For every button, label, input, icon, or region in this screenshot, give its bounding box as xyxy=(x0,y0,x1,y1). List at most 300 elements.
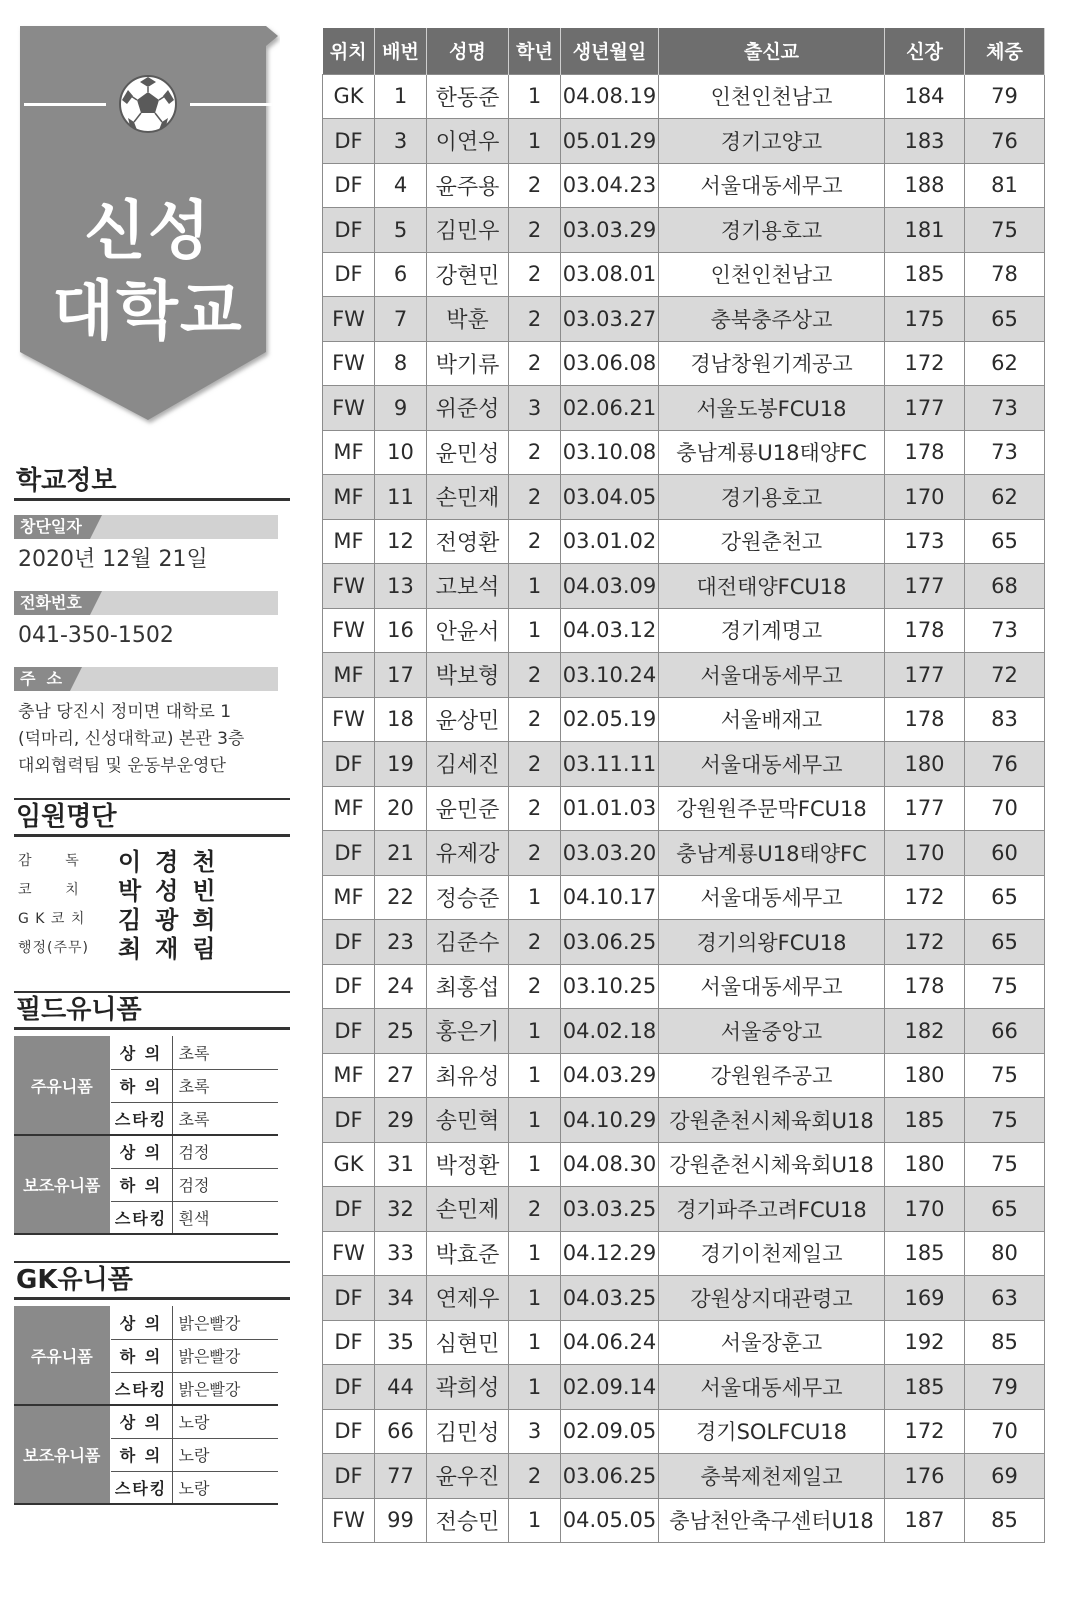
grade-cell: 2 xyxy=(509,1454,561,1499)
grade-cell: 1 xyxy=(509,1053,561,1098)
name-cell: 안윤서 xyxy=(427,608,509,653)
position-cell: DF xyxy=(323,1009,375,1054)
height-cell: 180 xyxy=(885,1142,965,1187)
sub-socks-color: 흰색 xyxy=(172,1201,278,1234)
bottom-label: 하 의 xyxy=(110,1069,172,1102)
number-cell: 21 xyxy=(375,831,427,876)
phone-tag xyxy=(14,591,278,615)
position-cell: DF xyxy=(323,1365,375,1410)
height-cell: 170 xyxy=(885,1187,965,1232)
player-row xyxy=(323,1276,1045,1321)
height-cell: 192 xyxy=(885,1320,965,1365)
position-cell: FW xyxy=(323,341,375,386)
player-row xyxy=(323,564,1045,609)
height-cell: 187 xyxy=(885,1498,965,1543)
name-cell: 전영환 xyxy=(427,519,509,564)
number-cell: 23 xyxy=(375,920,427,965)
name-cell: 김준수 xyxy=(427,920,509,965)
weight-cell: 75 xyxy=(965,1053,1045,1098)
name-cell: 김세진 xyxy=(427,742,509,787)
height-cell: 181 xyxy=(885,208,965,253)
divider-line-left xyxy=(24,103,106,106)
weight-cell: 65 xyxy=(965,519,1045,564)
address-line1: 충남 당진시 정미면 대학로 1 xyxy=(18,702,232,722)
weight-cell: 76 xyxy=(965,119,1045,164)
staff-name: 박성빈 xyxy=(118,877,230,905)
player-row xyxy=(323,341,1045,386)
grade-cell: 1 xyxy=(509,74,561,119)
weight-cell: 70 xyxy=(965,786,1045,831)
name-cell: 김민성 xyxy=(427,1409,509,1454)
height-cell: 175 xyxy=(885,297,965,342)
roster-body xyxy=(323,74,1045,1543)
grade-cell: 2 xyxy=(509,163,561,208)
name-cell: 최유성 xyxy=(427,1053,509,1098)
staff-role: 행정(주무) xyxy=(18,939,90,956)
birthdate-cell: 04.03.09 xyxy=(561,564,659,609)
grade-cell: 2 xyxy=(509,475,561,520)
socks-label: 스타킹 xyxy=(110,1372,172,1405)
grade-cell: 1 xyxy=(509,1009,561,1054)
alma-mater-cell: 경기파주고려FCU18 xyxy=(659,1187,885,1232)
header-number: 배번 xyxy=(375,28,427,74)
grade-cell: 2 xyxy=(509,341,561,386)
grade-cell: 2 xyxy=(509,742,561,787)
weight-cell: 75 xyxy=(965,964,1045,1009)
player-row xyxy=(323,1320,1045,1365)
top-label: 상 의 xyxy=(110,1405,172,1438)
field-uniform-title: 필드유니폼 xyxy=(14,991,290,1030)
weight-cell: 72 xyxy=(965,653,1045,698)
alma-mater-cell: 강원춘천시체육회U18 xyxy=(659,1142,885,1187)
grade-cell: 1 xyxy=(509,564,561,609)
weight-cell: 85 xyxy=(965,1498,1045,1543)
staff-name: 최재림 xyxy=(118,935,230,963)
main-top-color: 밝은빨강 xyxy=(172,1306,278,1339)
grade-cell: 1 xyxy=(509,1142,561,1187)
birthdate-cell: 02.06.21 xyxy=(561,386,659,431)
weight-cell: 65 xyxy=(965,920,1045,965)
main-bottom-color: 초록 xyxy=(172,1069,278,1102)
height-cell: 180 xyxy=(885,742,965,787)
grade-cell: 1 xyxy=(509,1365,561,1410)
grade-cell: 1 xyxy=(509,119,561,164)
weight-cell: 63 xyxy=(965,1276,1045,1321)
height-cell: 185 xyxy=(885,1365,965,1410)
position-cell: FW xyxy=(323,1231,375,1276)
height-cell: 177 xyxy=(885,786,965,831)
gk-uniform-title: GK유니폼 xyxy=(14,1261,290,1300)
position-cell: DF xyxy=(323,920,375,965)
player-row xyxy=(323,875,1045,920)
address-text xyxy=(14,699,290,780)
alma-mater-cell: 서울배재고 xyxy=(659,697,885,742)
position-cell: MF xyxy=(323,875,375,920)
number-cell: 25 xyxy=(375,1009,427,1054)
birthdate-cell: 04.08.30 xyxy=(561,1142,659,1187)
staff-role: 코 치 xyxy=(18,881,80,898)
grade-cell: 3 xyxy=(509,1409,561,1454)
number-cell: 12 xyxy=(375,519,427,564)
player-row xyxy=(323,1498,1045,1543)
name-cell: 윤주용 xyxy=(427,163,509,208)
position-cell: DF xyxy=(323,831,375,876)
main-socks-color: 초록 xyxy=(172,1102,278,1135)
name-cell: 위준성 xyxy=(427,386,509,431)
staff-role: G K 코 치 xyxy=(18,910,86,927)
weight-cell: 68 xyxy=(965,564,1045,609)
weight-cell: 62 xyxy=(965,341,1045,386)
roster-header-row xyxy=(323,28,1045,74)
player-row xyxy=(323,475,1045,520)
alma-mater-cell: 강원원주문막FCU18 xyxy=(659,786,885,831)
bottom-label: 하 의 xyxy=(110,1168,172,1201)
bottom-label: 하 의 xyxy=(110,1339,172,1372)
alma-mater-cell: 충남천안축구센터U18 xyxy=(659,1498,885,1543)
height-cell: 172 xyxy=(885,920,965,965)
uniform-row xyxy=(14,1135,278,1168)
position-cell: DF xyxy=(323,1409,375,1454)
height-cell: 183 xyxy=(885,119,965,164)
number-cell: 34 xyxy=(375,1276,427,1321)
birthdate-cell: 01.01.03 xyxy=(561,786,659,831)
height-cell: 170 xyxy=(885,475,965,520)
name-cell: 정승준 xyxy=(427,875,509,920)
number-cell: 10 xyxy=(375,430,427,475)
player-row xyxy=(323,1365,1045,1410)
number-cell: 77 xyxy=(375,1454,427,1499)
position-cell: GK xyxy=(323,74,375,119)
number-cell: 3 xyxy=(375,119,427,164)
player-row xyxy=(323,74,1045,119)
alma-mater-cell: 강원상지대관령고 xyxy=(659,1276,885,1321)
player-row xyxy=(323,1187,1045,1232)
height-cell: 184 xyxy=(885,74,965,119)
position-cell: MF xyxy=(323,653,375,698)
position-cell: FW xyxy=(323,386,375,431)
alma-mater-cell: 충북충주상고 xyxy=(659,297,885,342)
phone-number: 041-350-1502 xyxy=(18,623,174,648)
birthdate-cell: 04.03.25 xyxy=(561,1276,659,1321)
alma-mater-cell: 충남계룡U18태양FC xyxy=(659,430,885,475)
grade-cell: 2 xyxy=(509,252,561,297)
alma-mater-cell: 경기용호고 xyxy=(659,475,885,520)
staff-row xyxy=(14,845,290,874)
weight-cell: 66 xyxy=(965,1009,1045,1054)
birthdate-cell: 02.09.14 xyxy=(561,1365,659,1410)
birthdate-cell: 03.10.08 xyxy=(561,430,659,475)
number-cell: 31 xyxy=(375,1142,427,1187)
socks-label: 스타킹 xyxy=(110,1102,172,1135)
birthdate-cell: 03.06.08 xyxy=(561,341,659,386)
number-cell: 22 xyxy=(375,875,427,920)
address-line2: (덕마리, 신성대학교) 본관 3층 xyxy=(18,729,245,749)
player-row xyxy=(323,1009,1045,1054)
header-weight: 체중 xyxy=(965,28,1045,74)
name-cell: 강현민 xyxy=(427,252,509,297)
main-socks-color: 밝은빨강 xyxy=(172,1372,278,1405)
alma-mater-cell: 서울대동세무고 xyxy=(659,1365,885,1410)
name-cell: 김민우 xyxy=(427,208,509,253)
alma-mater-cell: 서울중앙고 xyxy=(659,1009,885,1054)
height-cell: 170 xyxy=(885,831,965,876)
name-cell: 윤상민 xyxy=(427,697,509,742)
sub-uniform-label: 보조유니폼 xyxy=(14,1405,110,1504)
alma-mater-cell: 경기이천제일고 xyxy=(659,1231,885,1276)
header-birthdate: 생년월일 xyxy=(561,28,659,74)
school-pennant xyxy=(16,22,280,434)
birthdate-cell: 04.03.12 xyxy=(561,608,659,653)
founded-label: 창단일자 xyxy=(14,515,90,539)
staff-list xyxy=(14,845,290,961)
alma-mater-cell: 대전태양FCU18 xyxy=(659,564,885,609)
height-cell: 172 xyxy=(885,341,965,386)
number-cell: 99 xyxy=(375,1498,427,1543)
header-name: 성명 xyxy=(427,28,509,74)
height-cell: 180 xyxy=(885,1053,965,1098)
weight-cell: 79 xyxy=(965,1365,1045,1410)
height-cell: 185 xyxy=(885,1231,965,1276)
weight-cell: 73 xyxy=(965,430,1045,475)
grade-cell: 2 xyxy=(509,208,561,253)
staff-role: 감 독 xyxy=(18,852,80,869)
height-cell: 185 xyxy=(885,252,965,297)
gk-uniform-table xyxy=(14,1306,278,1505)
number-cell: 66 xyxy=(375,1409,427,1454)
grade-cell: 2 xyxy=(509,786,561,831)
grade-cell: 1 xyxy=(509,608,561,653)
position-cell: FW xyxy=(323,608,375,653)
address-label: 주 소 xyxy=(14,667,70,691)
position-cell: DF xyxy=(323,208,375,253)
number-cell: 1 xyxy=(375,74,427,119)
birthdate-cell: 03.11.11 xyxy=(561,742,659,787)
height-cell: 177 xyxy=(885,564,965,609)
number-cell: 9 xyxy=(375,386,427,431)
player-row xyxy=(323,920,1045,965)
number-cell: 18 xyxy=(375,697,427,742)
birthdate-cell: 05.01.29 xyxy=(561,119,659,164)
alma-mater-cell: 경남창원기계공고 xyxy=(659,341,885,386)
player-row xyxy=(323,430,1045,475)
grade-cell: 2 xyxy=(509,831,561,876)
grade-cell: 2 xyxy=(509,964,561,1009)
weight-cell: 65 xyxy=(965,875,1045,920)
founded-date: 2020년 12월 21일 xyxy=(18,547,208,572)
position-cell: DF xyxy=(323,1187,375,1232)
position-cell: FW xyxy=(323,697,375,742)
birthdate-cell: 04.08.19 xyxy=(561,74,659,119)
player-roster-table xyxy=(322,28,1045,1543)
grade-cell: 2 xyxy=(509,430,561,475)
player-row xyxy=(323,1053,1045,1098)
number-cell: 19 xyxy=(375,742,427,787)
player-row xyxy=(323,1098,1045,1143)
position-cell: DF xyxy=(323,163,375,208)
name-cell: 최홍섭 xyxy=(427,964,509,1009)
weight-cell: 75 xyxy=(965,1098,1045,1143)
height-cell: 178 xyxy=(885,430,965,475)
number-cell: 4 xyxy=(375,163,427,208)
grade-cell: 1 xyxy=(509,1231,561,1276)
alma-mater-cell: 인천인천남고 xyxy=(659,252,885,297)
weight-cell: 73 xyxy=(965,608,1045,653)
position-cell: DF xyxy=(323,1098,375,1143)
height-cell: 182 xyxy=(885,1009,965,1054)
birthdate-cell: 04.03.29 xyxy=(561,1053,659,1098)
school-name xyxy=(16,192,280,352)
player-row xyxy=(323,608,1045,653)
player-row xyxy=(323,697,1045,742)
position-cell: MF xyxy=(323,430,375,475)
alma-mater-cell: 서울대동세무고 xyxy=(659,964,885,1009)
grade-cell: 1 xyxy=(509,1320,561,1365)
birthdate-cell: 03.04.23 xyxy=(561,163,659,208)
alma-mater-cell: 서울장훈고 xyxy=(659,1320,885,1365)
player-row xyxy=(323,1142,1045,1187)
birthdate-cell: 03.03.29 xyxy=(561,208,659,253)
number-cell: 35 xyxy=(375,1320,427,1365)
grade-cell: 2 xyxy=(509,1187,561,1232)
staff-row xyxy=(14,932,290,961)
name-cell: 박보형 xyxy=(427,653,509,698)
name-cell: 윤우진 xyxy=(427,1454,509,1499)
player-row xyxy=(323,386,1045,431)
weight-cell: 75 xyxy=(965,208,1045,253)
alma-mater-cell: 충북제천제일고 xyxy=(659,1454,885,1499)
top-label: 상 의 xyxy=(110,1036,172,1069)
alma-mater-cell: 강원춘천시체육회U18 xyxy=(659,1098,885,1143)
position-cell: DF xyxy=(323,1454,375,1499)
player-row xyxy=(323,1231,1045,1276)
name-cell: 유제강 xyxy=(427,831,509,876)
position-cell: DF xyxy=(323,1320,375,1365)
staff-name: 이경천 xyxy=(118,848,230,876)
player-row xyxy=(323,252,1045,297)
number-cell: 6 xyxy=(375,252,427,297)
name-cell: 고보석 xyxy=(427,564,509,609)
grade-cell: 1 xyxy=(509,1498,561,1543)
alma-mater-cell: 충남계룡U18태양FC xyxy=(659,831,885,876)
phone-label: 전화번호 xyxy=(14,591,90,615)
birthdate-cell: 03.03.20 xyxy=(561,831,659,876)
weight-cell: 62 xyxy=(965,475,1045,520)
name-cell: 박훈 xyxy=(427,297,509,342)
alma-mater-cell: 강원춘천고 xyxy=(659,519,885,564)
height-cell: 176 xyxy=(885,1454,965,1499)
birthdate-cell: 02.05.19 xyxy=(561,697,659,742)
birthdate-cell: 04.05.05 xyxy=(561,1498,659,1543)
uniform-row xyxy=(14,1405,278,1438)
alma-mater-cell: 서울대동세무고 xyxy=(659,875,885,920)
name-cell: 송민혁 xyxy=(427,1098,509,1143)
alma-mater-cell: 인천인천남고 xyxy=(659,74,885,119)
sub-bottom-color: 노랑 xyxy=(172,1438,278,1471)
address-line3: 대외협력팀 및 운동부운영단 xyxy=(18,756,226,776)
position-cell: FW xyxy=(323,297,375,342)
name-cell: 한동준 xyxy=(427,74,509,119)
birthdate-cell: 03.08.01 xyxy=(561,252,659,297)
number-cell: 11 xyxy=(375,475,427,520)
height-cell: 178 xyxy=(885,608,965,653)
player-row xyxy=(323,163,1045,208)
divider-line-right xyxy=(190,103,272,106)
grade-cell: 3 xyxy=(509,386,561,431)
grade-cell: 1 xyxy=(509,1098,561,1143)
grade-cell: 1 xyxy=(509,1276,561,1321)
weight-cell: 69 xyxy=(965,1454,1045,1499)
position-cell: DF xyxy=(323,1276,375,1321)
number-cell: 20 xyxy=(375,786,427,831)
alma-mater-cell: 경기용호고 xyxy=(659,208,885,253)
grade-cell: 1 xyxy=(509,875,561,920)
alma-mater-cell: 서울대동세무고 xyxy=(659,742,885,787)
position-cell: FW xyxy=(323,1498,375,1543)
birthdate-cell: 03.03.27 xyxy=(561,297,659,342)
grade-cell: 2 xyxy=(509,297,561,342)
position-cell: FW xyxy=(323,564,375,609)
alma-mater-cell: 경기고양고 xyxy=(659,119,885,164)
birthdate-cell: 03.04.05 xyxy=(561,475,659,520)
birthdate-cell: 04.10.29 xyxy=(561,1098,659,1143)
address-tag xyxy=(14,667,278,691)
position-cell: DF xyxy=(323,742,375,787)
school-name-line2: 대학교 xyxy=(52,275,244,349)
birthdate-cell: 04.02.18 xyxy=(561,1009,659,1054)
staff-row xyxy=(14,903,290,932)
player-row xyxy=(323,519,1045,564)
birthdate-cell: 04.06.24 xyxy=(561,1320,659,1365)
height-cell: 178 xyxy=(885,964,965,1009)
top-label: 상 의 xyxy=(110,1306,172,1339)
weight-cell: 65 xyxy=(965,297,1045,342)
name-cell: 심현민 xyxy=(427,1320,509,1365)
ball-divider xyxy=(16,74,280,134)
name-cell: 윤민준 xyxy=(427,786,509,831)
name-cell: 손민재 xyxy=(427,475,509,520)
player-row xyxy=(323,653,1045,698)
name-cell: 손민제 xyxy=(427,1187,509,1232)
height-cell: 188 xyxy=(885,163,965,208)
main-bottom-color: 밝은빨강 xyxy=(172,1339,278,1372)
weight-cell: 83 xyxy=(965,697,1045,742)
player-row xyxy=(323,786,1045,831)
height-cell: 178 xyxy=(885,697,965,742)
position-cell: DF xyxy=(323,252,375,297)
height-cell: 185 xyxy=(885,1098,965,1143)
staff-name: 김광희 xyxy=(118,906,230,934)
player-row xyxy=(323,297,1045,342)
weight-cell: 65 xyxy=(965,1187,1045,1232)
birthdate-cell: 03.03.25 xyxy=(561,1187,659,1232)
grade-cell: 2 xyxy=(509,920,561,965)
header-height: 신장 xyxy=(885,28,965,74)
birthdate-cell: 03.01.02 xyxy=(561,519,659,564)
weight-cell: 73 xyxy=(965,386,1045,431)
uniform-row xyxy=(14,1306,278,1339)
number-cell: 7 xyxy=(375,297,427,342)
player-row xyxy=(323,119,1045,164)
bottom-label: 하 의 xyxy=(110,1438,172,1471)
school-info-title: 학교정보 xyxy=(14,464,290,501)
staff-row xyxy=(14,874,290,903)
alma-mater-cell: 경기계명고 xyxy=(659,608,885,653)
name-cell: 홍은기 xyxy=(427,1009,509,1054)
alma-mater-cell: 경기의왕FCU18 xyxy=(659,920,885,965)
school-name-line1: 신성 xyxy=(84,195,212,269)
header-position: 위치 xyxy=(323,28,375,74)
number-cell: 24 xyxy=(375,964,427,1009)
